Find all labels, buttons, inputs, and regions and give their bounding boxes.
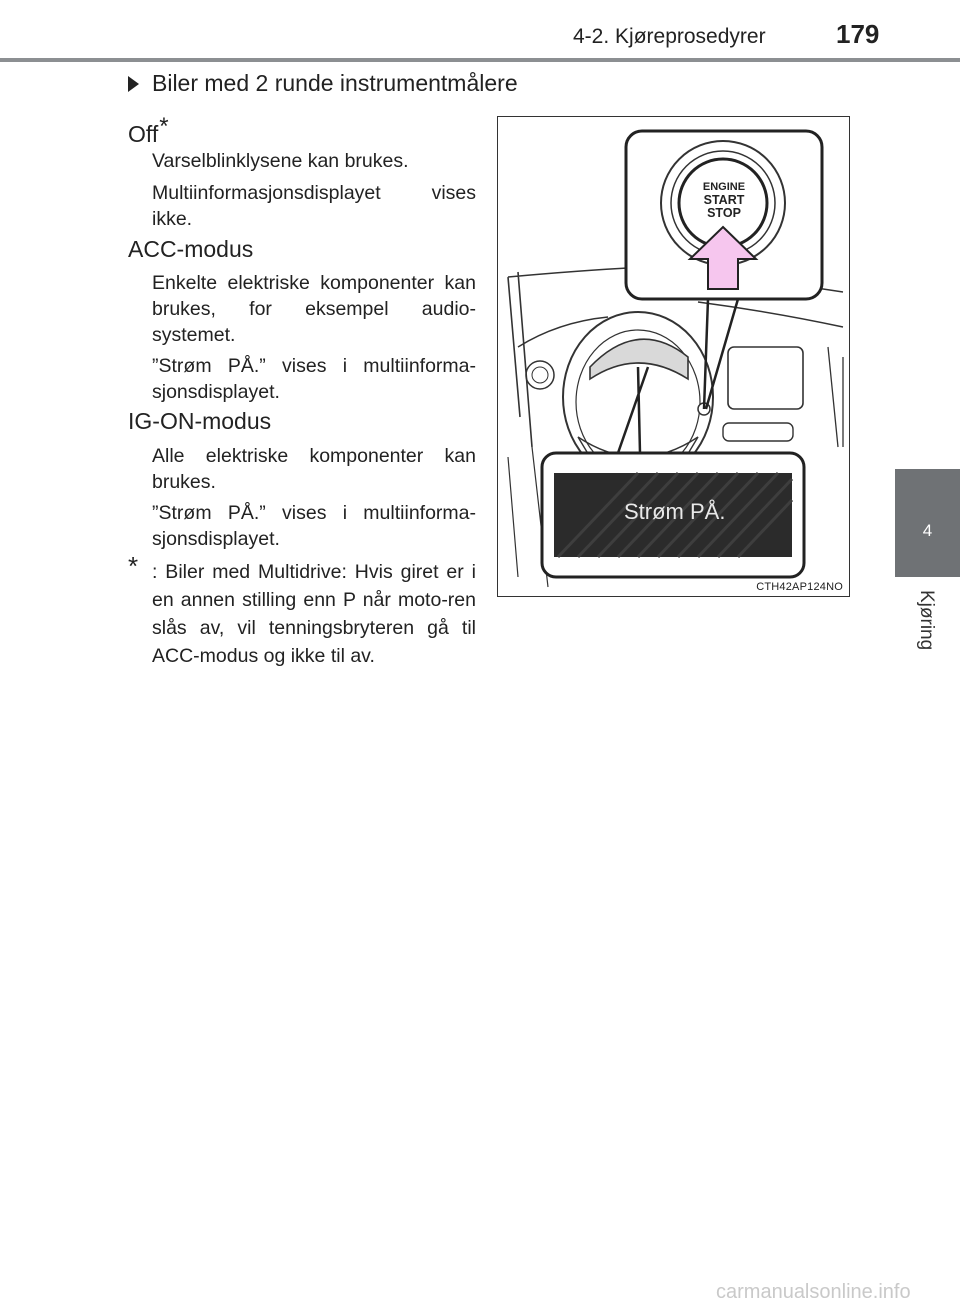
footnote-text: : Biler med Multidrive: Hvis giret er i en annen stilling enn P når moto-ren slås av, vil tenningsbryteren gå til ACC-modus og ikke til av. <box>152 561 476 667</box>
chapter-title-vertical <box>915 590 941 660</box>
engine-button-label <box>688 181 760 220</box>
chapter-title: Kjøring <box>916 590 937 651</box>
footnote-mark: * <box>128 551 139 581</box>
chapter-tab <box>895 469 960 577</box>
off-line-2: Multiinformasjonsdisplayet vises ikke. <box>152 182 476 230</box>
engine-label-line-1: ENGINE <box>702 181 746 193</box>
figure-code: CTH42AP124NO <box>756 581 843 593</box>
watermark: carmanualsonline.info <box>716 1281 911 1303</box>
triangle-bullet-icon <box>128 76 139 92</box>
acc-heading: ACC-modus <box>128 236 254 262</box>
off-line-1: Varselblinklysene kan brukes. <box>152 150 409 172</box>
igon-line-1: Alle elektriske komponenter kan brukes. <box>152 445 476 493</box>
header-section-title: 4-2. Kjøreprosedyrer <box>573 25 766 48</box>
off-asterisk: * <box>159 113 169 140</box>
acc-line-2: ”Strøm PÅ.” vises i multiinforma-sjonsdisplayet. <box>152 355 476 403</box>
acc-line-1: Enkelte elektriske komponenter kan brukes, for eksempel audio-systemet. <box>152 272 476 346</box>
dashboard-illustration <box>497 116 850 597</box>
off-heading <box>128 113 169 148</box>
footnote <box>128 551 476 670</box>
display-message: Strøm PÅ. <box>624 499 726 524</box>
off-heading-text: Off <box>128 121 159 147</box>
igon-line-2: ”Strøm PÅ.” vises i multiinforma-sjonsdisplayet. <box>152 502 476 550</box>
engine-label-line-2: START <box>703 193 745 207</box>
subheading: Biler med 2 runde instrumentmålere <box>152 70 518 96</box>
header-rule <box>0 58 960 62</box>
page-number: 179 <box>836 19 880 49</box>
igon-heading: IG-ON-modus <box>128 408 272 434</box>
engine-label-line-3: STOP <box>707 206 741 220</box>
chapter-number: 4 <box>922 521 933 540</box>
